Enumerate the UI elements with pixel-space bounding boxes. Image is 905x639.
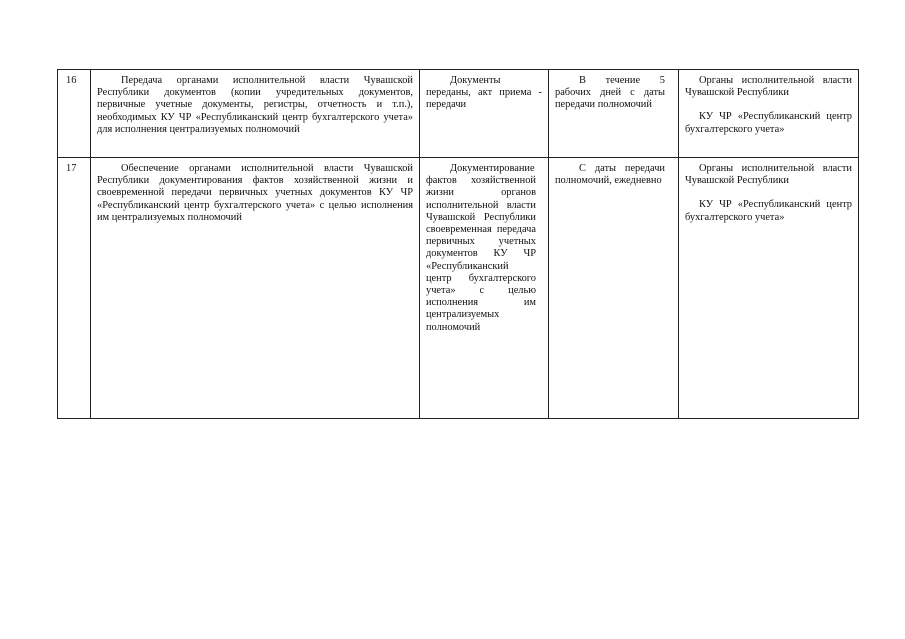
table-row [58, 70, 859, 158]
row-result [420, 70, 549, 158]
row-description [91, 158, 420, 419]
row-term [549, 158, 679, 419]
responsible-text: Органы исполнительной власти Чувашской Республики [685, 75, 852, 99]
table-row [58, 158, 859, 419]
responsible-text: КУ ЧР «Республиканский центр бухгалтерского учета» [685, 199, 852, 223]
row-number: 16 [58, 70, 91, 158]
row-responsible [679, 70, 859, 158]
description-text: Обеспечение органами исполнительной власти Чувашской Республики документирования фактов хозяйственной жизни и своевременной передачи первичных учетных документов КУ ЧР «Республиканский центр бухгалтерского учета» с целью исполнения им централизуемых полномочий [97, 163, 413, 223]
responsible-text: Органы исполнительной власти Чувашской Республики [685, 163, 852, 187]
description-text: Передача органами исполнительной власти Чувашской Республики документов (копии учредительных документов, первичные учетные документы, регистры, отчетность и т.п.), необходимых КУ ЧР «Республиканский центр бухгалтерского учета» для исполнения централизуемых полномочий [97, 75, 413, 135]
term-text: В течение 5 рабочих дней с даты передачи полномочий [555, 75, 665, 111]
document-table [57, 69, 859, 419]
row-description [91, 70, 420, 158]
responsible-text: КУ ЧР «Республиканский центр бухгалтерского учета» [685, 111, 852, 135]
result-text: Документирование фактов хозяйственной жизни органов исполнительной власти Чувашской Республики своевременная передача первичных учетных документов КУ ЧР «Республиканский центр бухгалтерского учета» с целью исполнения им централизуемых полномочий [426, 163, 536, 333]
row-number: 17 [58, 158, 91, 419]
term-text: С даты передачи полномочий, ежедневно [555, 163, 665, 187]
result-text: Документы переданы, акт приема - передачи [426, 75, 542, 111]
row-responsible [679, 158, 859, 419]
row-result [420, 158, 549, 419]
row-term [549, 70, 679, 158]
